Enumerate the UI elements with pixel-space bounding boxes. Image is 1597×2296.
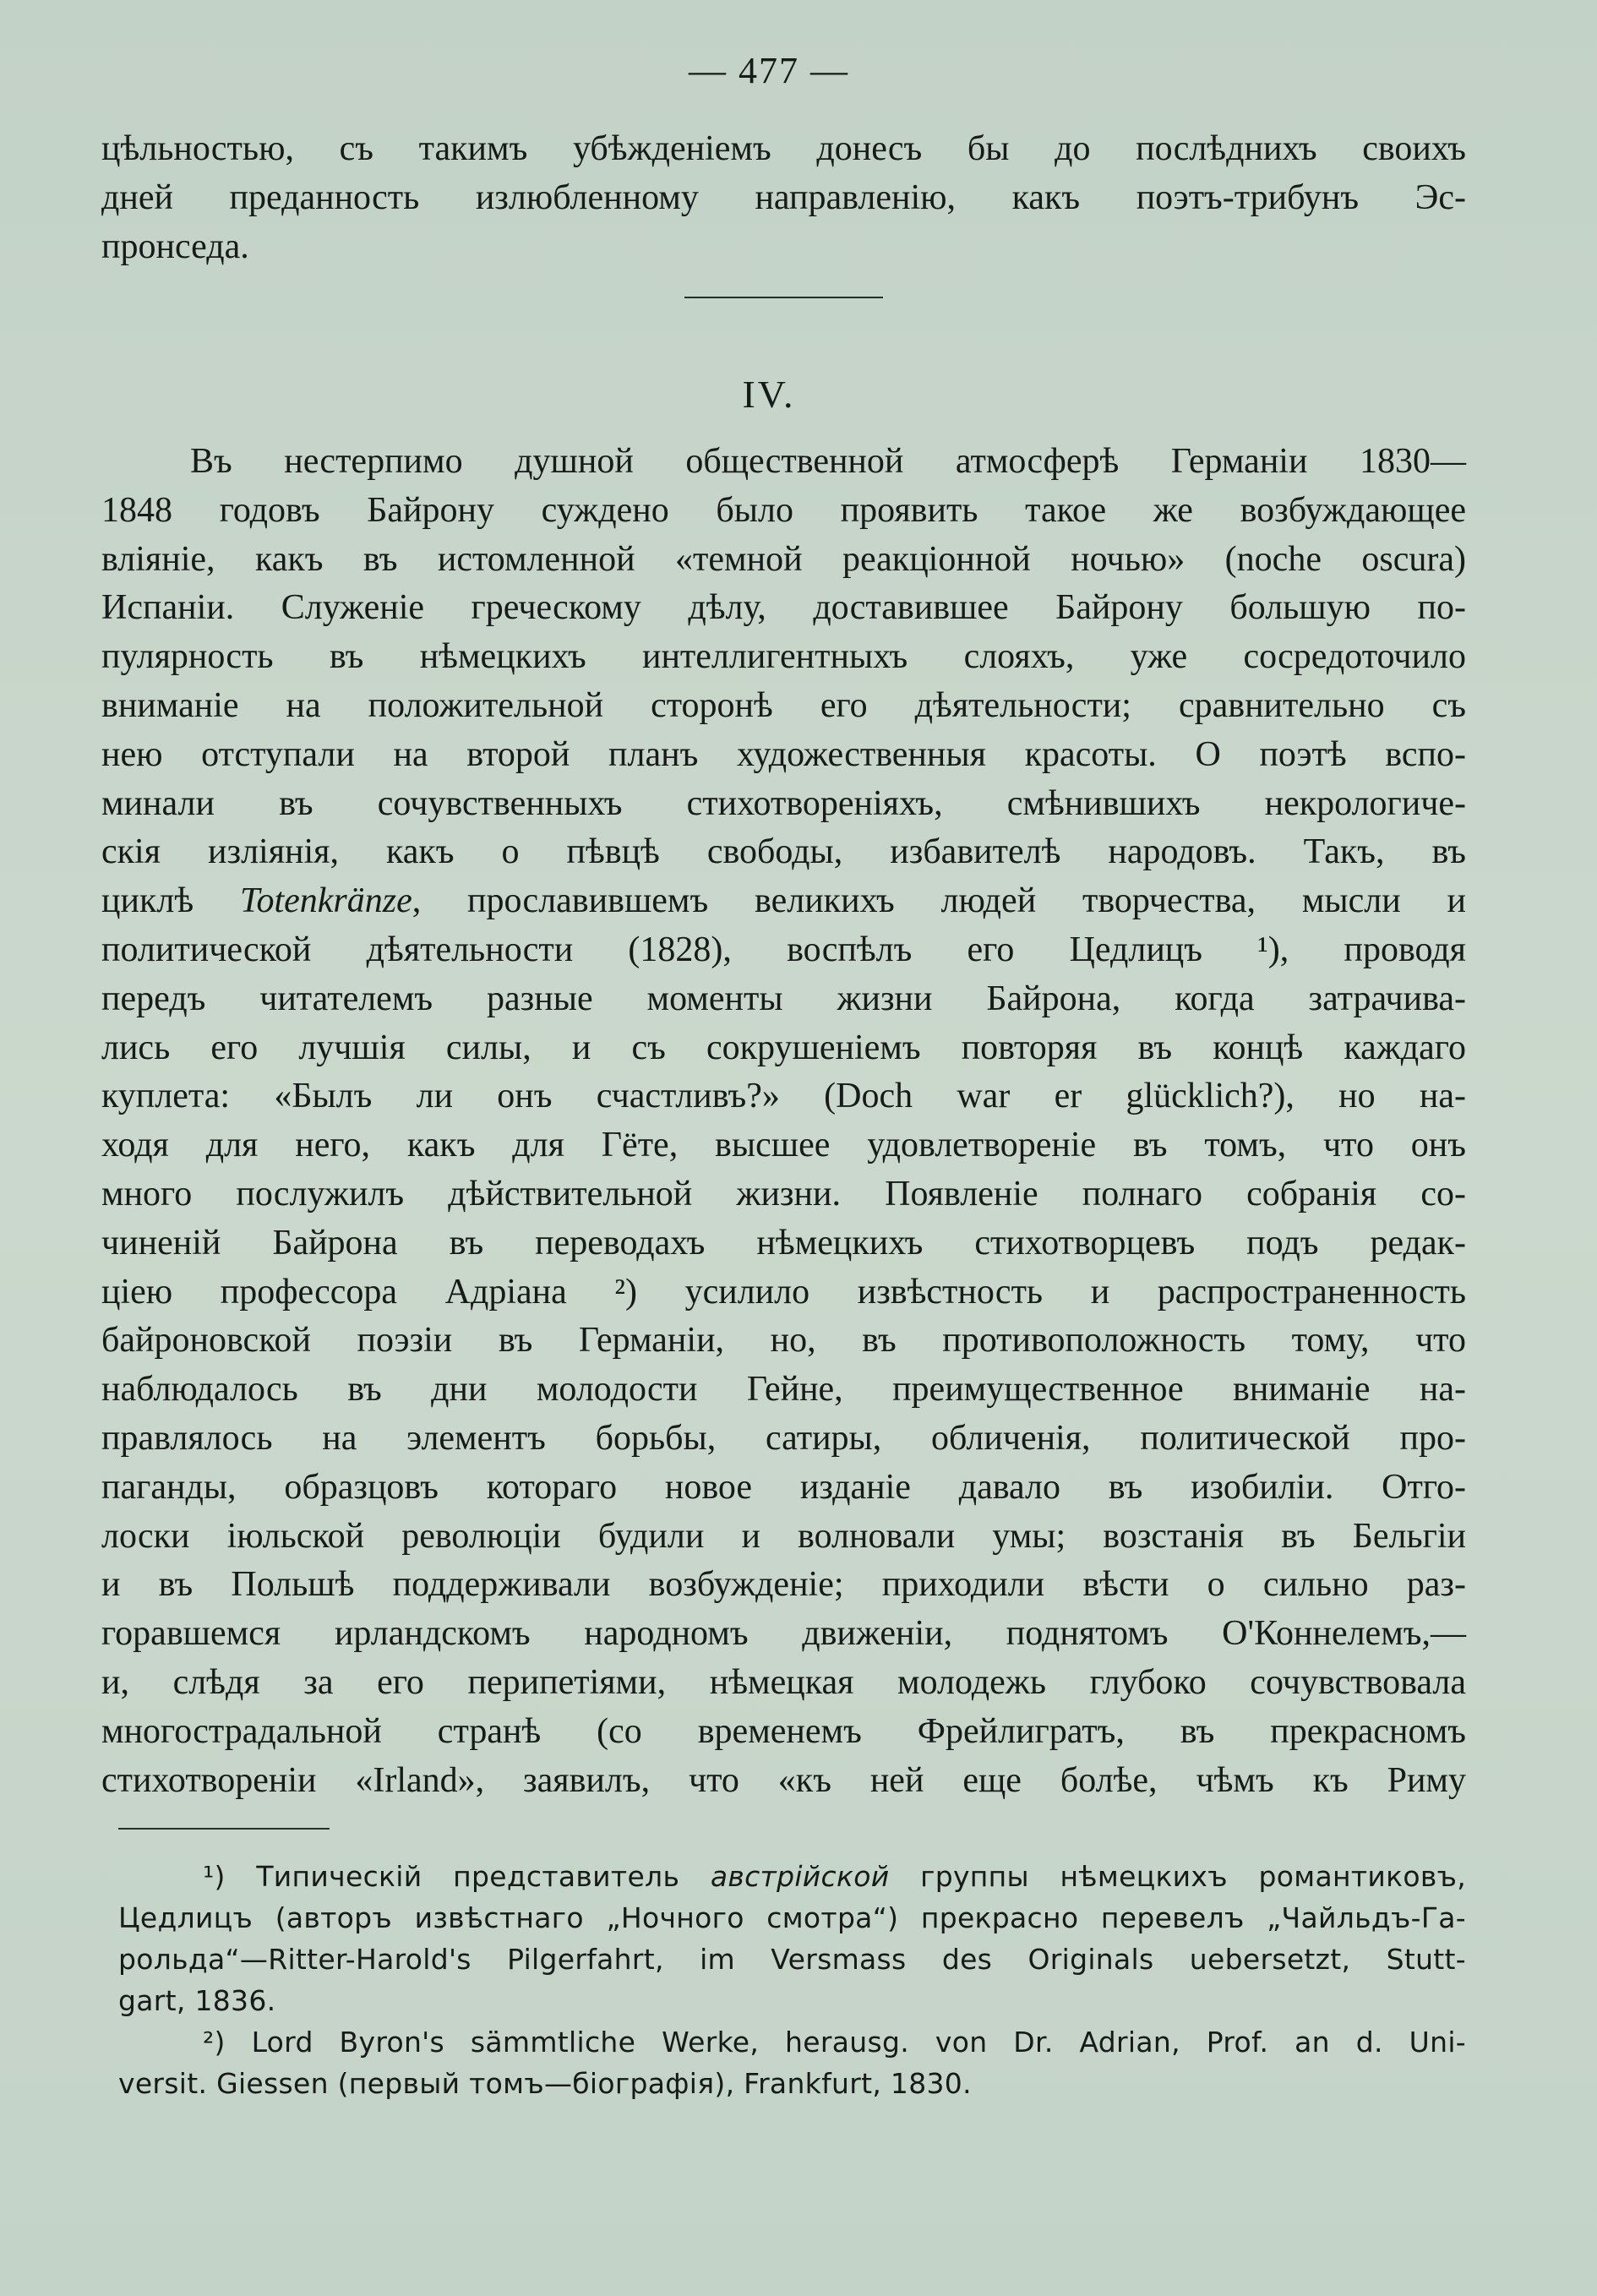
section-divider [684, 297, 883, 298]
text-run: , прославившемъ великихъ людей творчества, мысли и [412, 881, 1467, 921]
page-number: — 477 — [689, 50, 849, 91]
text-line-italic [101, 877, 1466, 926]
text-line: 1848 годовъ Байрону суждено было проявить такое же возбуждающее [101, 490, 1466, 530]
text-line: вниманіе на положительной сторонѣ его дѣятельности; сравнительно съ [101, 685, 1466, 725]
text-line: ціею профессора Адріана ²) усилило извѣстность и распространенность [101, 1272, 1466, 1312]
footnote-line: versit. Giessen (первый томъ—біографія), Frankfurt, 1830. [118, 2067, 972, 2100]
text-line: дней преданность излюбленному направленію, какъ поэтъ-трибунъ Эс- [101, 177, 1466, 217]
text-line: горавшемся ирландскомъ народномъ движеніи, поднятомъ О'Коннелемъ,— [101, 1614, 1466, 1654]
text-run: группы нѣмецкихъ романтиковъ, [889, 1860, 1466, 1893]
text-run: циклѣ [101, 881, 240, 921]
text-line: пулярность въ нѣмецкихъ интеллигентныхъ слояхъ, уже сосредоточило [101, 637, 1466, 677]
text-line: лоски іюльской революціи будили и волновали умы; возстанія въ Бельгіи [101, 1516, 1466, 1556]
italic-term: австрійской [710, 1860, 890, 1893]
text-line: цѣльностью, съ такимъ убѣжденіемъ донесъ бы до послѣднихъ своихъ [101, 129, 1466, 168]
text-line: нею отступали на второй планъ художественныя красоты. О поэтѣ вспо- [101, 734, 1466, 774]
text-line: политической дѣятельности (1828), воспѣлъ его Цедлицъ ¹), проводя [101, 930, 1466, 969]
footnote-line-italic [118, 1856, 1466, 1897]
footnote-line: ²) Lord Byron's sämmtliche Werke, herausg. von Dr. Adrian, Prof. an d. Uni- [203, 2026, 1466, 2059]
text-line: минали въ сочувственныхъ стихотвореніяхъ, смѣнившихъ некрологиче- [101, 783, 1466, 823]
text-line: лись его лучшія силы, и съ сокрушеніемъ повторяя въ концѣ каждаго [101, 1028, 1466, 1067]
footnote-line: gart, 1836. [118, 1984, 276, 2017]
text-line: Въ нестерпимо душной общественной атмосферѣ Германіи 1830— [190, 442, 1466, 481]
text-line: много послужилъ дѣйствительной жизни. Появленіе полнаго собранія со- [101, 1174, 1466, 1213]
text-line: передъ читателемъ разные моменты жизни Байрона, когда затрачива- [101, 979, 1466, 1018]
text-line: скія изліянія, какъ о пѣвцѣ свободы, избавителѣ народовъ. Такъ, въ [101, 832, 1466, 872]
footnote-line: Цедлицъ (авторъ извѣстнаго „Ночного смотра“) прекрасно перевелъ „Чайльдъ-Га- [118, 1901, 1466, 1934]
text-line: паганды, образцовъ котораго новое изданіе давало въ изобиліи. Отго- [101, 1467, 1466, 1507]
text-line: пронседа. [101, 226, 249, 266]
text-run: ¹) Типическій представитель [203, 1860, 711, 1893]
text-line: многострадальной странѣ (со временемъ Фрейлигратъ, въ прекрасномъ [101, 1711, 1466, 1751]
text-line: байроновской поэзіи въ Германіи, но, въ противоположность тому, что [101, 1321, 1466, 1361]
text-line: вліяніе, какъ въ истомленной «темной реакціонной ночью» (noche oscura) [101, 539, 1466, 579]
text-line: и въ Польшѣ поддерживали возбужденіе; приходили вѣсти о сильно раз- [101, 1565, 1466, 1605]
text-line: наблюдалось въ дни молодости Гейне, преимущественное вниманіе на- [101, 1370, 1466, 1410]
footnote-line: рольда“—Ritter-Harold's Pilgerfahrt, im Versmass des Originals uebersetzt, Stutt- [118, 1943, 1466, 1976]
section-heading: IV. [742, 373, 796, 416]
text-line: и, слѣдя за его перипетіями, нѣмецкая молодежь глубоко сочувствовала [101, 1662, 1466, 1702]
main-paragraph [101, 438, 1466, 1805]
footnote-divider [118, 1828, 330, 1830]
text-line: стихотвореніи «Irland», заявилъ, что «къ ней еще болѣе, чѣмъ къ Риму [101, 1760, 1466, 1800]
footnotes [118, 1856, 1466, 2104]
text-line: ходя для него, какъ для Гёте, высшее удовлетвореніе въ томъ, что онъ [101, 1126, 1466, 1165]
text-line: Испаніи. Служеніе греческому дѣлу, доставившее Байрону большую по- [101, 588, 1466, 628]
text-line: правлялось на элементъ борьбы, сатиры, обличенія, политической про- [101, 1418, 1466, 1458]
intro-paragraph [101, 125, 1466, 271]
text-line: куплета: «Былъ ли онъ счастливъ?» (Doch war er glücklich?), но на- [101, 1077, 1466, 1116]
text-line: чиненій Байрона въ переводахъ нѣмецкихъ стихотворцевъ подъ редак- [101, 1223, 1466, 1263]
italic-term: Totenkränze [239, 881, 412, 921]
